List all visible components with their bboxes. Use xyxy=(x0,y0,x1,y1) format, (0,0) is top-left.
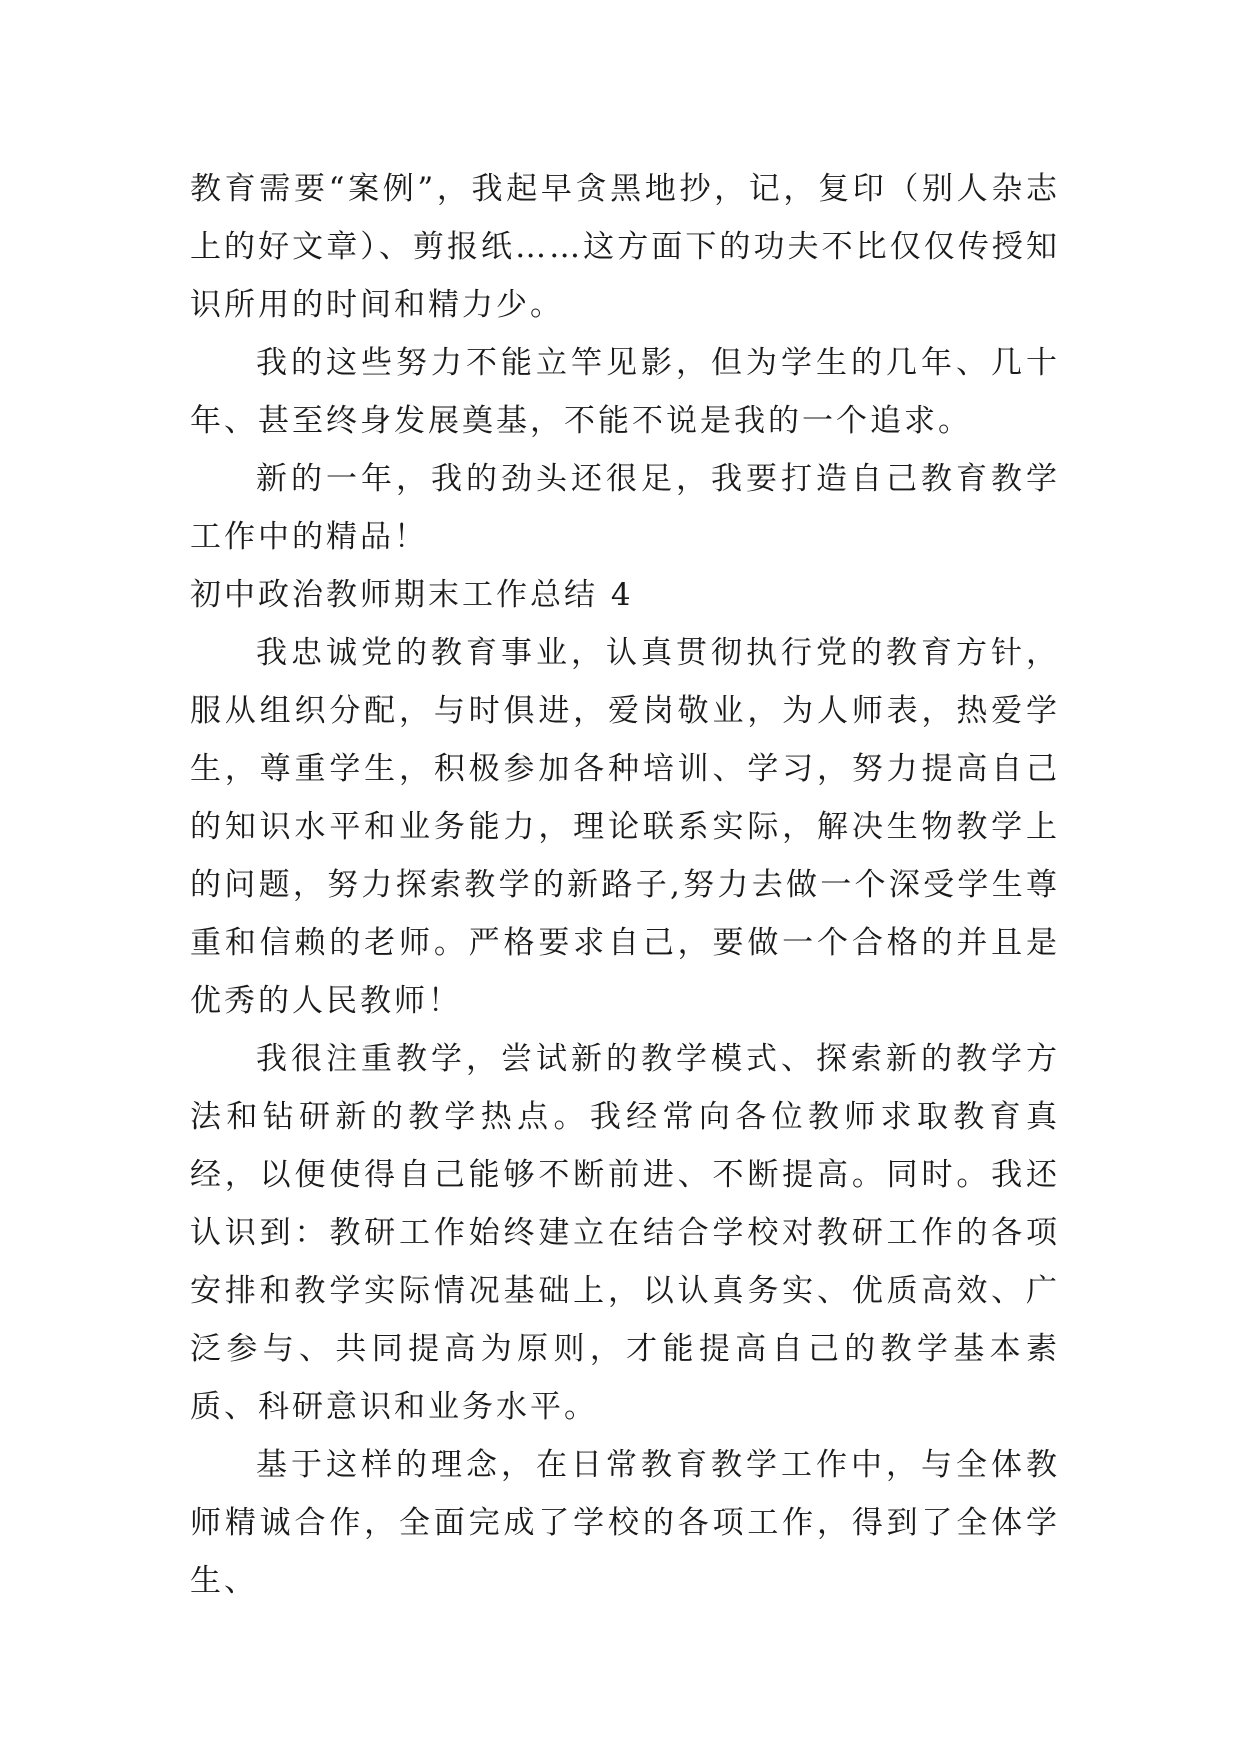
paragraph-efforts: 我的这些努力不能立竿见影，但为学生的几年、几十年、甚至终身发展奠基，不能不说是我的一个追求。 xyxy=(190,345,1060,439)
document-body xyxy=(190,160,1060,1610)
paragraph-loyalty: 我忠诚党的教育事业，认真贯彻执行党的教育方针，服从组织分配，与时俱进，爱岗敬业，为人师表，热爱学生，尊重学生，积极参加各种培训、学习，努力提高自己的知识水平和业务能力，理论联系实际，解决生物教学上的问题，努力探索教学的新路子,努力去做一个深受学生尊重和信赖的老师。严格要求自己，要做一个合格的并且是优秀的人民教师！ xyxy=(190,635,1060,1019)
paragraph-teaching: 我很注重教学，尝试新的教学模式、探索新的教学方法和钻研新的教学热点。我经常向各位教师求取教育真经，以便使得自己能够不断前进、不断提高。同时。我还认识到：教研工作始终建立在结合学校对教研工作的各项安排和教学实际情况基础上，以认真务实、优质高效、广泛参与、共同提高为原则，才能提高自己的教学基本素质、科研意识和业务水平。 xyxy=(190,1041,1060,1425)
paragraph-cooperation: 基于这样的理念，在日常教育教学工作中，与全体教师精诚合作，全面完成了学校的各项工作，得到了全体学生、 xyxy=(190,1447,1060,1599)
section-heading: 初中政治教师期末工作总结 4 xyxy=(190,577,634,613)
paragraph-new-year: 新的一年，我的劲头还很足，我要打造自己教育教学工作中的精品！ xyxy=(190,461,1060,555)
paragraph-case-study: 教育需要“案例”，我起早贪黑地抄，记，复印（别人杂志上的好文章）、剪报纸……这方面下的功夫不比仅仅传授知识所用的时间和精力少。 xyxy=(190,171,1060,323)
